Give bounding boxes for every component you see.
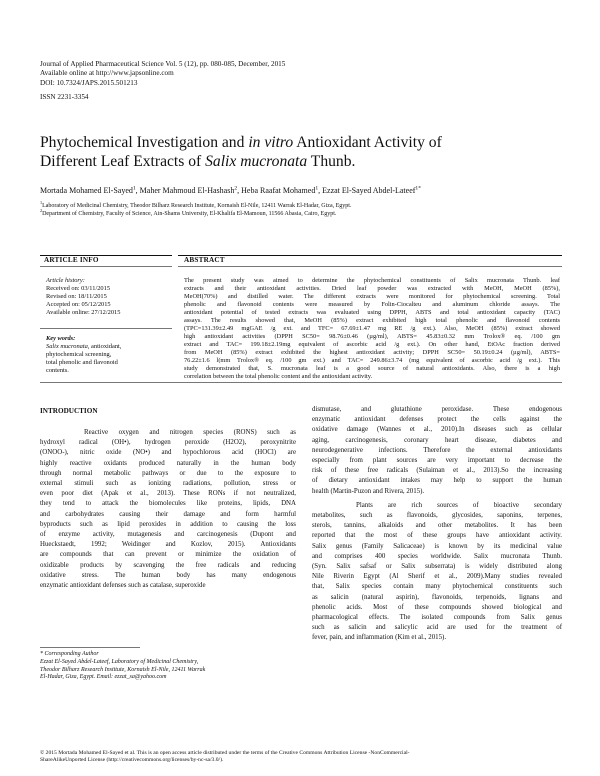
intro-line: reported that the most of these groups have antioxidant activity. [312,532,562,540]
intro-line: external stimuli such as ionizing radiations, pollution, stress or [40,480,296,488]
intro-line: even poor diet (Apak et al., 2013). These RONs if not neutralized, [40,490,296,498]
intro-line: neurodegenerative infections. Therefore the external antioxidants [312,446,562,454]
intro-line: Nile Riverin Egypt (Al Sherif et al., 2009).Many studies revealed [312,573,562,581]
title-text-italic: Salix mucronata [205,153,308,170]
article-info-divider [40,266,172,267]
abstract-line: antioxidant potential of tested extracts was evaluated using DPPH, ABTS and total antioxidant capacity (TAC) [184,309,560,316]
author-list [40,186,570,196]
intro-line: and carbohydrates causing their damage and form harmful [40,510,296,518]
corresponding-line: Ezzat El-Sayed Abdel-Lateef, Laboratory of Medicinal Chemistry, [40,658,199,665]
footnote-rule [40,647,140,648]
journal-citation: Journal of Applied Pharmaceutical Science Vol. 5 (12), pp. 080-085, December, 2015 [40,60,286,68]
affiliations [40,202,570,218]
intro-line: and comprises 400 species worldwide. Salix mucronata Thunb. [312,552,562,560]
intro-line: they tend to attack the biomolecules like proteins, lipids, DNA [40,500,296,508]
corresponding-line: Theodor Bilharz Research Institute, Kornaish El-Nile, 12411 Warrak [40,666,206,673]
title-text: Antioxidant Activity of [293,134,442,151]
abstract-line: high antioxidant activities (DPPH SC50= 98.76±0.46 (µg/ml), ABTS= 45.83±0.32 mm Trolox® eq. /100 gm [184,333,560,340]
affiliation-sup: 2 [40,208,43,213]
corresponding-line: El-Hadar, Giza, Egypt. Email: ezzat_sa@yahoo.com [40,674,167,681]
abstract-line: extract and TAC= 199.18±2.19mg equivalent of ascorbic acid /g ext.). On other hand, EtOAc fraction derived [184,341,560,348]
article-info-divider [40,328,172,329]
title-text: Thunb. [307,153,356,170]
keyword-text: contents. [46,367,69,374]
front-matter-bottom-rule [40,382,562,383]
abstract-line: 76.22±1.6 l(mm Trolox® eq. /100 gm ext.) and TAC= 249.86±3.74 (mg equivalent of ascorbic acid /g ext.). This [184,357,560,364]
title-text-italic: in vitro [248,134,294,151]
intro-line: are compounds that can prevent or minimize the oxidation of [40,551,296,559]
intro-line: Plants are rich sources of bioactive secondary [356,501,562,509]
doi: DOI: 10.7324/JAPS.2015.501213 [40,78,138,87]
abstract-line: extracts and their antioxidant activities. Dried leaf powder was extracted with MeOH, MeOH (85%), [184,285,560,292]
copyright-line: ShareAlikeUnported License (http://creativecommons.org/licenses/by-nc-sa/3.0/). [40,757,224,764]
abstract-line: The present study was aimed to determine the phytochemical constituents of Salix mucronata Thunb. leaf [184,277,560,284]
intro-line: Reactive oxygen and nitrogen species (RONS) such as [84,429,296,436]
keyword-text: , antioxidant, [87,343,122,350]
affiliation-sup: 1 [40,200,43,205]
intro-line: highly reactive oxidants produced naturally in the human body [40,459,296,467]
intro-line: oxidative damage (Wannes et al., 2010).In diseases such as cellular [312,426,562,434]
intro-line: of dietary antioxidant intakes may help to support the human [312,477,562,485]
section-heading-introduction: INTRODUCTION [40,407,98,415]
author-name: , Ezzat El-Sayed Abdel-Lateef [318,186,416,195]
keywords-label: Key words: [46,335,76,342]
corresponding-author-note [40,651,300,682]
accepted-date: Accepted on: 05/12/2015 [46,301,111,308]
abstract-line: (TPC=131.39±2.49 mgGAE /g ext. and TFC= 67.69±1.47 mg RE /g ext.). Also, MeOH (85%) extract showed [184,325,560,332]
intro-line: oxidative stress. The human body has many endogenous [40,571,296,579]
intro-left-column [40,428,296,591]
intro-line: of enzyme activity, mutagenesis and carcinogenesis (Dupont and [40,531,296,539]
abstract-line: phenolic and flavonoid contents were measured by Folin-Ciocalteu and aluminum chloride assays. The [184,301,560,308]
affiliation-2 [40,210,570,218]
issn: ISSN 2231-3354 [40,93,89,102]
author-name: Mortada Mohamed El-Sayed [40,186,133,195]
journal-header [40,60,285,103]
abstract-line: from MeOH (85%) extract exhibited the highest antioxidant activity; DPPH SC50= 50.19±0.24 (µg/ml), ABTS= [184,349,560,356]
intro-line: Hueckstaedt, 1992; Weidinger and Kozlov, 2015). Antioxidants [40,541,296,549]
abstract-heading: ABSTRACT [184,256,225,264]
keyword-text: total phenolic and flavonoid [46,359,118,366]
intro-line: health (Martin-Puzon and Rivera, 2015). [312,487,425,495]
abstract-line: study demonstrated that, S. mucronata leaf is a good source of natural antioxidants. Also, there is a high [184,365,560,372]
intro-line: oxidizable products by scavenging the free radicals and reducing [40,561,296,569]
author-name: , Maher Mahmoud El-Hashash [135,186,235,195]
intro-line: fever, pain, and inflammation (Kim et al., 2015). [312,634,447,642]
intro-line: (Syn. Salix safsaf or Salix subserrata) is widely distributed along [312,563,562,571]
author-name: , Heba Raafat Mohamed [237,186,316,195]
abstract-body [184,277,560,381]
title-text: Different Leaf Extracts of [40,153,206,170]
page-title [40,133,560,171]
intro-line: hydroxyl radical (OH•), hydrogen peroxide (H2O2), peroxynitrite [40,439,296,447]
affiliation-text: Department of Chemistry, Faculty of Science, Ain-Shams University, El-Khalifa El-Mamoun, 11566 Abasia, Cairo, Egypt. [42,211,337,217]
intro-line: sterols, tannins, alkaloids and other metabolites. It has been [312,522,562,530]
abstract-top-rule [178,255,562,256]
title-text: Phytochemical Investigation and [40,134,249,151]
copyright-notice [40,750,565,765]
abstract-line: assays. The results showed that, MeOH (85%) extract exhibited high total phenolic and flavonoid contents [184,317,560,324]
intro-line: especially from plant sources are very important to decrease the [312,457,562,465]
intro-line: that, Salix species contain many phytochemical constituents such [312,583,562,591]
intro-line: Salix genus (Family Salicaceae) is known by its medicinal value [312,542,562,550]
abstract-divider [178,266,562,267]
intro-paragraph [312,501,562,644]
author-sup: 1* [415,185,422,192]
revised-date: Revised on: 18/11/2015 [46,293,107,300]
intro-line: enzymatic antioxidant defenses protect the cells against the [312,416,562,424]
received-date: Received on: 03/11/2015 [46,285,111,292]
intro-line: aging, carcinogenesis, coronary heart disease, diabetes and [312,436,562,444]
author-sup: 1 [132,185,136,192]
intro-line: pharmacological effects. The isolated compounds from Salix genus [312,614,562,622]
intro-line: as salicin (natural aspirin), flavonoids, terpenoids, lignans and [312,593,562,601]
affiliation-1 [40,202,570,210]
abstract-line: MeOH(70%) and distilled water. The different extracts were monitored for phytochemical screening. Total [184,293,560,300]
article-history [46,277,170,317]
intro-line: risk of these free radicals (Sulaiman et al., 2013).So the increasing [312,467,562,475]
intro-line: byproducts such as lipid peroxides in addition to causing the loss [40,520,296,528]
intro-line: enzymatic antioxidant defenses such as catalase, superoxide [40,582,206,590]
author-sup: 1 [315,185,319,192]
intro-line: through normal metabolic pathways or due to the exposure to [40,469,296,477]
keywords [46,335,170,375]
intro-right-column [312,405,562,644]
author-sup: 2 [234,185,238,192]
intro-line: dismutase, and glutathione peroxidase. These endogenous [312,406,562,413]
intro-line: such as salicin and salicylic acid are used for the treatment of [312,624,562,632]
affiliation-text: Laboratory of Medicinal Chemistry, Theodor Bilharz Research Institute, Kornaish El-Nile, 12411 Warrak El-Hadar, Giza, Egypt. [42,203,352,209]
keyword-species: Salix mucronata [46,343,88,350]
abstract-line: correlation between the total phenolic content and the antioxidant activity. [184,373,373,380]
keyword-text: phytochemical screening, [46,351,112,358]
intro-line: (ONOO-), nitric oxide (NO•) and hypochlorous acid (HOCl) are [40,449,296,457]
available-online: Available online at http://www.japsonline.com [40,69,174,78]
article-history-label: Article history: [46,277,85,284]
intro-line: metabolites, such as flavonoids, glycosides, saponins, terpenes, [312,512,562,520]
corresponding-label: * Corresponding Author [40,651,99,657]
copyright-line: © 2015 Mortada Mohamed El-Sayed et al. This is an open access article distributed under the terms of the Creative Commons Attribution License -NonCommercial- [40,750,410,756]
intro-line: phenolic acids. Most of these compounds showed biological and [312,603,562,611]
online-date: Available online: 27/12/2015 [46,309,121,316]
article-info-heading: ARTICLE INFO [44,256,99,264]
